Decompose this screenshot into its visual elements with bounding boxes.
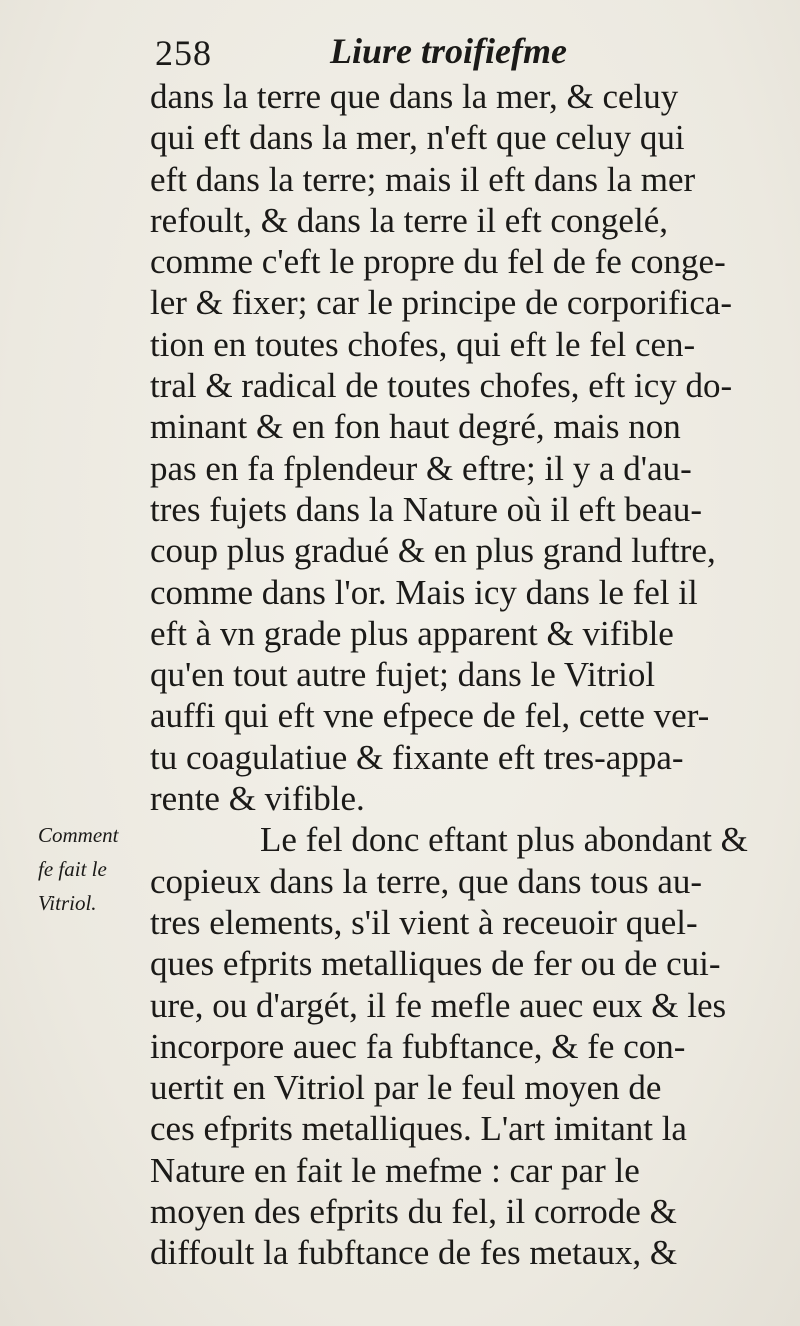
margin-note-line: Vitriol. [38,891,97,915]
running-title: Liure troifiefme [330,31,567,71]
text-line: ler & fixer; car le principe de corporifica- [150,283,733,323]
text-line: incorpore auec fa fubftance, & fe con- [150,1026,686,1066]
text-line: copieux dans la terre, que dans tous au- [150,861,703,901]
text-line: qui eft dans la mer, n'eft que celuy qui [150,118,685,158]
text-line: ure, ou d'argét, il fe mefle auec eux & les [150,985,727,1025]
text-line: ces efprits metalliques. L'art imitant la [150,1109,687,1149]
text-line: minant & en fon haut degré, mais non [150,407,681,447]
text-line: refoult, & dans la terre il eft congelé, [150,200,668,240]
text-line: comme c'eft le propre du fel de fe conge- [150,242,726,282]
text-line: tu coagulatiue & fixante eft tres-appa- [150,737,684,777]
margin-note [38,818,148,920]
text-line: uertit en Vitriol par le feul moyen de [150,1068,662,1108]
text-line: ques efprits metalliques de fer ou de cui- [150,944,721,984]
text-line: Le fel donc eftant plus abondant & [260,820,748,860]
text-line: dans la terre que dans la mer, & celuy [150,77,679,116]
text-line: rente & vifible. [150,779,365,819]
text-line: tral & radical de toutes chofes, eft icy do- [150,366,733,406]
text-line: auffi qui eft vne efpece de fel, cette ver- [150,696,710,736]
text-line: eft dans la terre; mais il eft dans la mer [150,159,696,199]
text-line: tres fujets dans la Nature où il eft beau- [150,489,703,529]
text-line: diffoult la fubftance de fes metaux, & [150,1233,678,1273]
body-text [150,76,790,1274]
text-line: comme dans l'or. Mais icy dans le fel il [150,572,698,612]
text-line: coup plus gradué & en plus grand luftre, [150,531,716,571]
text-line: tres elements, s'il vient à receuoir quel- [150,902,698,942]
text-line: qu'en tout autre fujet; dans le Vitriol [150,655,656,695]
text-line: eft à vn grade plus apparent & vifible [150,613,674,653]
margin-note-line: fe fait le [38,857,107,881]
text-line: pas en fa fplendeur & eftre; il y a d'au- [150,448,692,488]
text-line: Nature en fait le mefme : car par le [150,1150,640,1190]
text-line: tion en toutes chofes, qui eft le fel cen- [150,324,696,364]
page-number: 258 [155,33,212,73]
text-line: moyen des efprits du fel, il corrode & [150,1192,677,1232]
page-header [155,26,675,74]
margin-note-line: Comment [38,823,119,847]
